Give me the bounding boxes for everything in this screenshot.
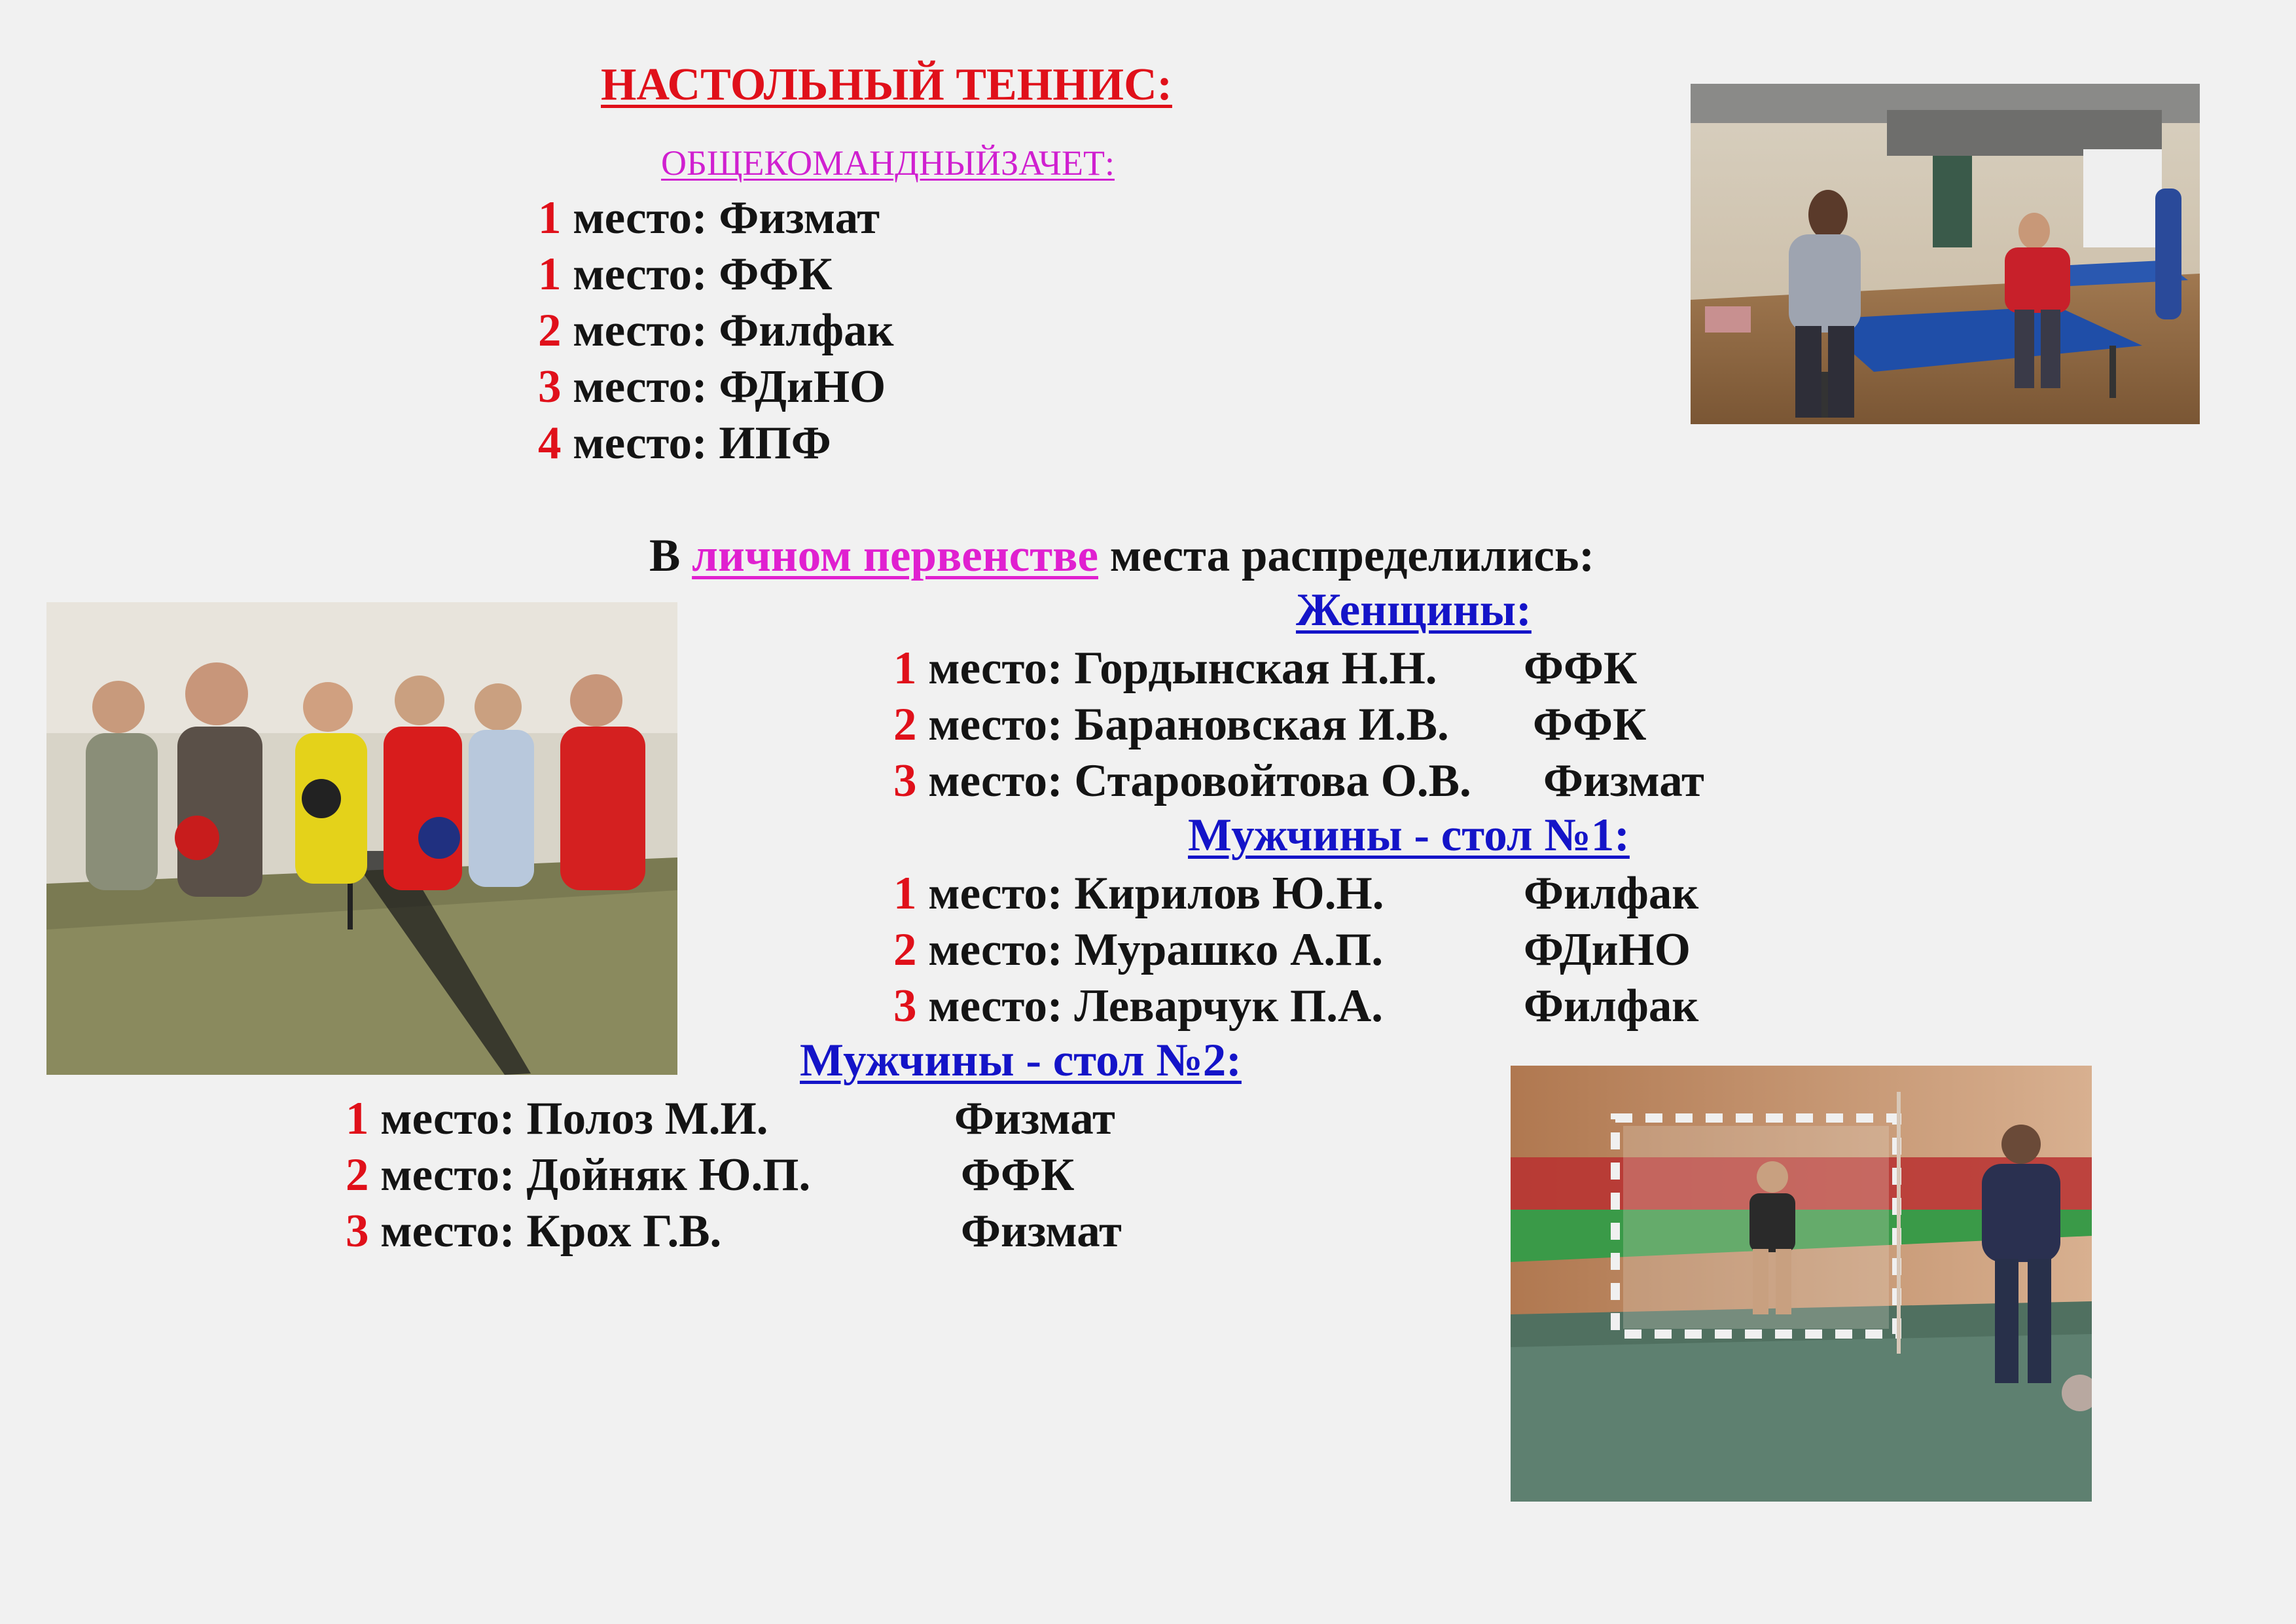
men-table1-heading: Мужчины - стол №1: xyxy=(1188,810,1630,861)
player-team: Физмат xyxy=(961,1206,1122,1257)
place-number: 1 xyxy=(538,249,562,300)
intro-highlight: личном первенстве xyxy=(692,530,1098,581)
team-result-4 xyxy=(538,359,886,415)
player-team: ФФК xyxy=(961,1149,1075,1200)
men2-row-3 xyxy=(346,1203,721,1259)
place-number: 1 xyxy=(538,192,562,244)
player-text: место: Полоз М.И. xyxy=(368,1093,768,1144)
place-text: место: Физмат xyxy=(561,192,880,244)
team-group-photo xyxy=(46,602,677,1075)
player-team: Филфак xyxy=(1524,868,1699,919)
player-text: место: Леварчук П.А. xyxy=(916,981,1384,1032)
player-text: место: Крох Г.В. xyxy=(368,1206,722,1257)
team-result-5 xyxy=(538,415,831,471)
place-number: 2 xyxy=(893,924,917,975)
women-heading: Женщины: xyxy=(1296,585,1532,636)
page-title: НАСТОЛЬНЫЙ ТЕННИС: xyxy=(601,60,1172,110)
place-number: 3 xyxy=(893,755,917,806)
place-text: место: ИПФ xyxy=(561,418,831,469)
men1-row-1 xyxy=(893,865,1384,922)
player-text: место: Дойняк Ю.П. xyxy=(368,1149,811,1200)
intro-before: В xyxy=(649,530,692,581)
place-number: 1 xyxy=(893,643,917,694)
futsal-game-photo xyxy=(1511,1066,2092,1502)
table-tennis-hall-photo xyxy=(1691,84,2200,424)
place-number: 2 xyxy=(893,699,917,750)
place-number: 1 xyxy=(346,1093,369,1144)
team-result-2 xyxy=(538,246,833,302)
men2-row-1 xyxy=(346,1091,768,1147)
men1-row-3 xyxy=(893,978,1383,1034)
place-number: 3 xyxy=(893,981,917,1032)
men-table2-heading: Мужчины - стол №2: xyxy=(800,1035,1242,1086)
personal-intro xyxy=(649,528,1594,584)
place-number: 2 xyxy=(538,305,562,356)
place-text: место: Филфак xyxy=(561,305,894,356)
place-text: место: ФФК xyxy=(561,249,833,300)
player-team: ФФК xyxy=(1524,643,1638,694)
player-team: ФДиНО xyxy=(1524,924,1691,975)
intro-after: места распределились: xyxy=(1098,530,1595,581)
player-text: место: Мурашко А.П. xyxy=(916,924,1384,975)
player-team: ФФК xyxy=(1533,699,1647,750)
women-row-2 xyxy=(893,696,1449,753)
player-team: Филфак xyxy=(1524,981,1699,1032)
player-team: Физмат xyxy=(1543,755,1704,806)
player-text: место: Гордынская Н.Н. xyxy=(916,643,1437,694)
men1-row-2 xyxy=(893,922,1383,978)
team-result-1 xyxy=(538,190,880,246)
place-text: место: ФДиНО xyxy=(561,361,886,412)
men2-row-2 xyxy=(346,1147,810,1203)
team-result-3 xyxy=(538,302,894,359)
women-row-3 xyxy=(893,753,1471,809)
place-number: 1 xyxy=(893,868,917,919)
team-standings-subtitle: ОБЩЕКОМАНДНЫЙЗАЧЕТ: xyxy=(661,143,1115,183)
player-text: место: Барановская И.В. xyxy=(916,699,1449,750)
place-number: 3 xyxy=(346,1206,369,1257)
player-team: Физмат xyxy=(954,1093,1115,1144)
player-text: место: Старовойтова О.В. xyxy=(916,755,1471,806)
place-number: 4 xyxy=(538,418,562,469)
women-row-1 xyxy=(893,640,1437,696)
place-number: 3 xyxy=(538,361,562,412)
place-number: 2 xyxy=(346,1149,369,1200)
player-text: место: Кирилов Ю.Н. xyxy=(916,868,1384,919)
